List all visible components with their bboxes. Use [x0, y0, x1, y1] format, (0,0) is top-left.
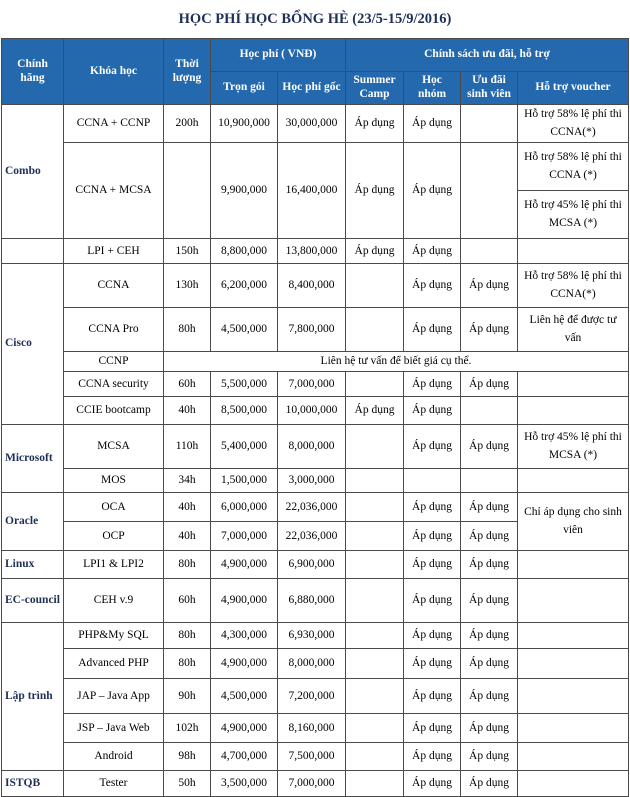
table-row	[2, 550, 629, 578]
duration: 80h	[164, 550, 211, 578]
table-row	[2, 492, 629, 521]
group-study: Áp dụng	[404, 307, 461, 351]
duration	[164, 142, 211, 238]
duration: 40h	[164, 396, 211, 424]
duration: 40h	[164, 521, 211, 550]
voucher-note	[518, 648, 629, 678]
summer-camp	[346, 742, 404, 770]
group-study: Áp dụng	[404, 678, 461, 713]
vendor-linux: Linux	[2, 550, 64, 578]
summer-camp: Áp dụng	[346, 396, 404, 424]
voucher-note: Chỉ áp dụng cho sinh viên	[518, 492, 629, 550]
student	[461, 396, 518, 424]
fee-original: 7,800,000	[278, 307, 346, 351]
voucher-note: Hỗ trợ 58% lệ phí thi CCNA(*)	[518, 105, 629, 143]
voucher-note	[518, 371, 629, 396]
fee-package: 8,500,000	[211, 396, 278, 424]
fee-original: 7,500,000	[278, 742, 346, 770]
student: Áp dụng	[461, 521, 518, 550]
fee-package: 6,200,000	[211, 263, 278, 307]
voucher-note: Liên hệ để được tư vấn	[518, 307, 629, 351]
voucher-note	[518, 238, 629, 263]
course-name: OCA	[64, 492, 164, 521]
student: Áp dụng	[461, 770, 518, 796]
course-name: LPI1 & LPI2	[64, 550, 164, 578]
student: Áp dụng	[461, 648, 518, 678]
header-student: Ưu đãi sinh viên	[461, 72, 518, 105]
summer-camp	[346, 468, 404, 492]
fee-package: 5,500,000	[211, 371, 278, 396]
vendor-oracle: Oracle	[2, 492, 64, 550]
table-row	[2, 648, 629, 678]
duration: 60h	[164, 578, 211, 622]
group-study: Áp dụng	[404, 142, 461, 238]
summer-camp	[346, 678, 404, 713]
fee-original: 8,160,000	[278, 713, 346, 742]
course-name: CCNA security	[64, 371, 164, 396]
course-name: CEH v.9	[64, 578, 164, 622]
voucher-note	[518, 622, 629, 648]
student: Áp dụng	[461, 713, 518, 742]
student: Áp dụng	[461, 424, 518, 468]
duration: 60h	[164, 371, 211, 396]
group-study: Áp dụng	[404, 263, 461, 307]
fee-package: 4,900,000	[211, 550, 278, 578]
fee-original: 6,900,000	[278, 550, 346, 578]
table-row	[2, 263, 629, 307]
vendor-istqb: ISTQB	[2, 770, 64, 796]
course-name: CCNA + MCSA	[64, 142, 164, 238]
fee-package: 4,700,000	[211, 742, 278, 770]
summer-camp: Áp dụng	[346, 142, 404, 238]
fee-original: 6,880,000	[278, 578, 346, 622]
student: Áp dụng	[461, 371, 518, 396]
fee-original: 8,400,000	[278, 263, 346, 307]
group-study: Áp dụng	[404, 492, 461, 521]
summer-camp: Áp dụng	[346, 105, 404, 143]
fee-package: 4,300,000	[211, 622, 278, 648]
summer-camp	[346, 492, 404, 521]
student: Áp dụng	[461, 622, 518, 648]
group-study: Áp dụng	[404, 622, 461, 648]
header-voucher: Hỗ trợ voucher	[518, 72, 629, 105]
student	[461, 105, 518, 143]
table-row	[2, 142, 629, 190]
table-row	[2, 396, 629, 424]
voucher-note: Hỗ trợ 45% lệ phí thi MCSA (*)	[518, 424, 629, 468]
table-row	[2, 351, 629, 371]
duration: 110h	[164, 424, 211, 468]
table-row	[2, 371, 629, 396]
fee-package: 5,400,000	[211, 424, 278, 468]
fee-package: 4,500,000	[211, 307, 278, 351]
header-duration: Thời lượng	[164, 39, 211, 105]
student	[461, 142, 518, 238]
duration: 80h	[164, 622, 211, 648]
fee-original: 30,000,000	[278, 105, 346, 143]
fee-package: 7,000,000	[211, 521, 278, 550]
voucher-note	[518, 713, 629, 742]
duration: 50h	[164, 770, 211, 796]
voucher-note: Hỗ trợ 58% lệ phí thi CCNA(*)	[518, 263, 629, 307]
fee-package: 8,800,000	[211, 238, 278, 263]
course-name: LPI + CEH	[64, 238, 164, 263]
student: Áp dụng	[461, 492, 518, 521]
duration: 130h	[164, 263, 211, 307]
header-course: Khóa học	[64, 39, 164, 105]
course-name: Android	[64, 742, 164, 770]
vendor-cisco: Cisco	[2, 263, 64, 424]
summer-camp	[346, 307, 404, 351]
summer-camp	[346, 770, 404, 796]
tuition-table	[1, 38, 629, 797]
vendor-combo: Combo	[2, 105, 64, 239]
student	[461, 238, 518, 263]
summer-camp	[346, 371, 404, 396]
group-study: Áp dụng	[404, 742, 461, 770]
group-study: Áp dụng	[404, 648, 461, 678]
student: Áp dụng	[461, 263, 518, 307]
course-name: JAP – Java App	[64, 678, 164, 713]
group-study: Áp dụng	[404, 713, 461, 742]
group-study: Áp dụng	[404, 521, 461, 550]
student: Áp dụng	[461, 550, 518, 578]
voucher-note	[518, 742, 629, 770]
voucher-note	[518, 550, 629, 578]
student: Áp dụng	[461, 578, 518, 622]
vendor-ec-council: EC-council	[2, 578, 64, 622]
header-fee-package: Trọn gói	[211, 72, 278, 105]
course-name: OCP	[64, 521, 164, 550]
table-row	[2, 622, 629, 648]
fee-original: 22,036,000	[278, 521, 346, 550]
table-row	[2, 105, 629, 143]
fee-original: 10,000,000	[278, 396, 346, 424]
course-name: MCSA	[64, 424, 164, 468]
voucher-note: Hỗ trợ 45% lệ phí thi MCSA (*)	[518, 190, 629, 238]
summer-camp	[346, 521, 404, 550]
summer-camp	[346, 713, 404, 742]
fee-original: 16,400,000	[278, 142, 346, 238]
fee-original: 6,930,000	[278, 622, 346, 648]
header-summer-camp: Summer Camp	[346, 72, 404, 105]
table-row	[2, 742, 629, 770]
fee-original: 13,800,000	[278, 238, 346, 263]
summer-camp	[346, 622, 404, 648]
fee-original: 8,000,000	[278, 648, 346, 678]
table-row	[2, 307, 629, 351]
fee-original: 7,000,000	[278, 371, 346, 396]
voucher-note	[518, 678, 629, 713]
fee-original: 7,000,000	[278, 770, 346, 796]
group-study: Áp dụng	[404, 105, 461, 143]
header-policy-group: Chính sách ưu đãi, hỗ trợ	[346, 39, 629, 72]
student: Áp dụng	[461, 307, 518, 351]
group-study: Áp dụng	[404, 371, 461, 396]
vendor-microsoft: Microsoft	[2, 424, 64, 492]
voucher-note	[518, 468, 629, 492]
course-name: CCNA	[64, 263, 164, 307]
fee-original: 8,000,000	[278, 424, 346, 468]
course-name: PHP&My SQL	[64, 622, 164, 648]
duration: 102h	[164, 713, 211, 742]
course-name: CCNP	[64, 351, 164, 371]
table-row	[2, 770, 629, 796]
course-name: Advanced PHP	[64, 648, 164, 678]
group-study: Áp dụng	[404, 396, 461, 424]
summer-camp	[346, 424, 404, 468]
course-name: MOS	[64, 468, 164, 492]
student: Áp dụng	[461, 742, 518, 770]
student: Áp dụng	[461, 678, 518, 713]
table-row	[2, 238, 629, 263]
fee-package: 4,900,000	[211, 648, 278, 678]
duration: 150h	[164, 238, 211, 263]
voucher-note	[518, 578, 629, 622]
header-fee-group: Học phí ( VNĐ)	[211, 39, 346, 72]
voucher-note: Hỗ trợ 58% lệ phí thi CCNA (*)	[518, 142, 629, 190]
fee-original: 22,036,000	[278, 492, 346, 521]
fee-package: 4,900,000	[211, 713, 278, 742]
table-row	[2, 578, 629, 622]
table-row	[2, 713, 629, 742]
duration: 80h	[164, 307, 211, 351]
fee-package: 4,500,000	[211, 678, 278, 713]
group-study: Áp dụng	[404, 578, 461, 622]
course-name: CCNA Pro	[64, 307, 164, 351]
fee-package: 1,500,000	[211, 468, 278, 492]
table-row	[2, 424, 629, 468]
duration: 98h	[164, 742, 211, 770]
duration: 34h	[164, 468, 211, 492]
student	[461, 468, 518, 492]
group-study	[404, 468, 461, 492]
summer-camp	[346, 648, 404, 678]
summer-camp	[346, 578, 404, 622]
course-name: Tester	[64, 770, 164, 796]
fee-package: 3,500,000	[211, 770, 278, 796]
duration: 90h	[164, 678, 211, 713]
contact-note: Liên hệ tư vấn để biết giá cụ thể.	[164, 351, 629, 371]
header-fee-original: Học phí gốc	[278, 72, 346, 105]
course-name: JSP – Java Web	[64, 713, 164, 742]
duration: 200h	[164, 105, 211, 143]
fee-original: 3,000,000	[278, 468, 346, 492]
group-study: Áp dụng	[404, 238, 461, 263]
fee-original: 7,200,000	[278, 678, 346, 713]
voucher-note	[518, 396, 629, 424]
summer-camp: Áp dụng	[346, 238, 404, 263]
fee-package: 4,900,000	[211, 578, 278, 622]
table-row	[2, 678, 629, 713]
duration: 80h	[164, 648, 211, 678]
fee-package: 10,900,000	[211, 105, 278, 143]
voucher-note	[518, 770, 629, 796]
vendor-lap-trinh: Lập trình	[2, 622, 64, 770]
header-vendor: Chính hãng	[2, 39, 64, 105]
fee-package: 6,000,000	[211, 492, 278, 521]
group-study: Áp dụng	[404, 770, 461, 796]
group-study: Áp dụng	[404, 550, 461, 578]
course-name: CCIE bootcamp	[64, 396, 164, 424]
summer-camp	[346, 550, 404, 578]
fee-package: 9,900,000	[211, 142, 278, 238]
group-study: Áp dụng	[404, 424, 461, 468]
course-name: CCNA + CCNP	[64, 105, 164, 143]
header-group-study: Học nhóm	[404, 72, 461, 105]
duration: 40h	[164, 492, 211, 521]
summer-camp	[346, 263, 404, 307]
table-row	[2, 468, 629, 492]
page-title: HỌC PHÍ HỌC BỔNG HÈ (23/5-15/9/2016)	[178, 11, 452, 27]
